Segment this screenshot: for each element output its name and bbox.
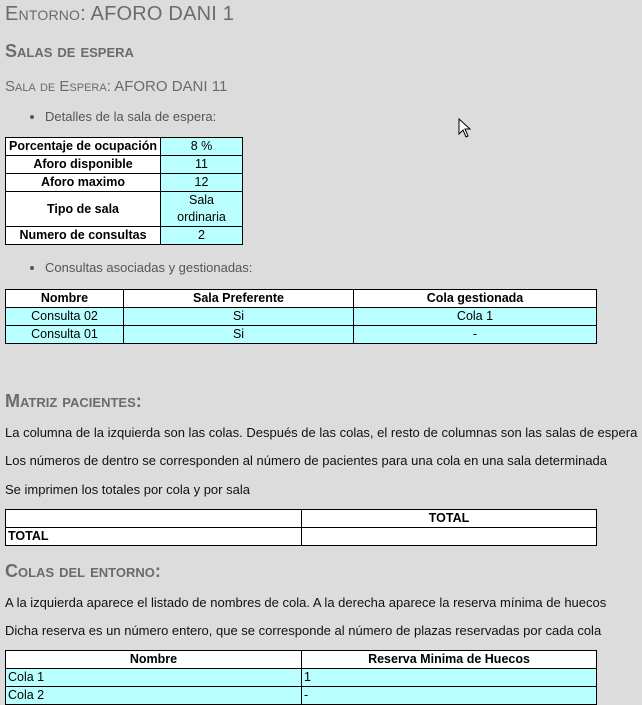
table-row — [6, 138, 243, 156]
matriz-description-1: La columna de la izquierda son las colas. Después de las colas, el resto de columnas son las salas de espera — [5, 425, 638, 440]
table-cell: - — [354, 326, 597, 344]
detalles-label: • Detalles de la sala de espera: — [45, 109, 642, 125]
table-cell: Cola 1 — [354, 308, 597, 326]
colas-table — [5, 650, 597, 705]
table-header-row — [6, 651, 597, 669]
detalle-label: Aforo maximo — [6, 174, 161, 192]
table-cell: Si — [124, 326, 354, 344]
matriz-description-3: Se imprimen los totales por cola y por sala — [5, 482, 250, 497]
total-cell — [302, 528, 597, 546]
detalles-table — [5, 137, 243, 245]
detalle-label: Tipo de sala — [6, 192, 161, 227]
matriz-heading: Matriz pacientes: — [5, 391, 142, 411]
table-row — [6, 528, 597, 546]
table-cell: Consulta 02 — [6, 308, 124, 326]
table-header-row — [6, 510, 597, 528]
colas-description-1: A la izquierda aparece el listado de nombres de cola. A la derecha aparece la reserva mínima de huecos — [5, 595, 607, 610]
colas-description-2: Dicha reserva es un número entero, que se corresponde al número de plazas reservadas por cada cola — [5, 623, 602, 638]
consultas-label: • Consultas asociadas y gestionadas: — [45, 260, 642, 276]
detalle-value: 11 — [161, 156, 243, 174]
table-cell: Cola 1 — [6, 669, 302, 687]
matriz-description-2: Los números de dentro se corresponden al número de pacientes para una cola en una sala determinada — [5, 453, 608, 468]
detalle-label: Aforo disponible — [6, 156, 161, 174]
sala-title: Sala de Espera: AFORO DANI 11 — [5, 78, 228, 95]
table-row — [6, 669, 597, 687]
table-cell: 1 — [302, 669, 597, 687]
column-header: Sala Preferente — [124, 290, 354, 308]
table-row — [6, 192, 243, 227]
table-header-row — [6, 290, 597, 308]
consultas-table — [5, 289, 597, 344]
detalle-value: 2 — [161, 227, 243, 245]
detalle-value: 8 % — [161, 138, 243, 156]
column-header: Nombre — [6, 290, 124, 308]
page — [5, 0, 642, 705]
table-row — [6, 308, 597, 326]
total-column-header: TOTAL — [302, 510, 597, 528]
table-row — [6, 227, 243, 245]
table-row — [6, 687, 597, 705]
table-cell: Consulta 01 — [6, 326, 124, 344]
detalle-label: Numero de consultas — [6, 227, 161, 245]
column-header: Reserva Minima de Huecos — [302, 651, 597, 669]
detalle-label: Porcentaje de ocupación — [6, 138, 161, 156]
column-header: Cola gestionada — [354, 290, 597, 308]
empty-header — [6, 510, 302, 528]
column-header: Nombre — [6, 651, 302, 669]
matriz-table — [5, 509, 597, 546]
detalle-value: Sala ordinaria — [161, 192, 243, 227]
detalle-value: 12 — [161, 174, 243, 192]
table-cell: Si — [124, 308, 354, 326]
mouse-cursor-icon — [458, 118, 472, 138]
table-cell: Cola 2 — [6, 687, 302, 705]
table-row — [6, 326, 597, 344]
colas-heading: Colas del entorno: — [5, 561, 161, 581]
detalles-list — [5, 109, 642, 125]
salas-heading: Salas de espera — [5, 41, 134, 61]
total-row-label: TOTAL — [6, 528, 302, 546]
table-row — [6, 156, 243, 174]
table-row — [6, 174, 243, 192]
consultas-list — [5, 260, 642, 276]
page-title: Entorno: AFORO DANI 1 — [5, 3, 235, 25]
table-cell: - — [302, 687, 597, 705]
